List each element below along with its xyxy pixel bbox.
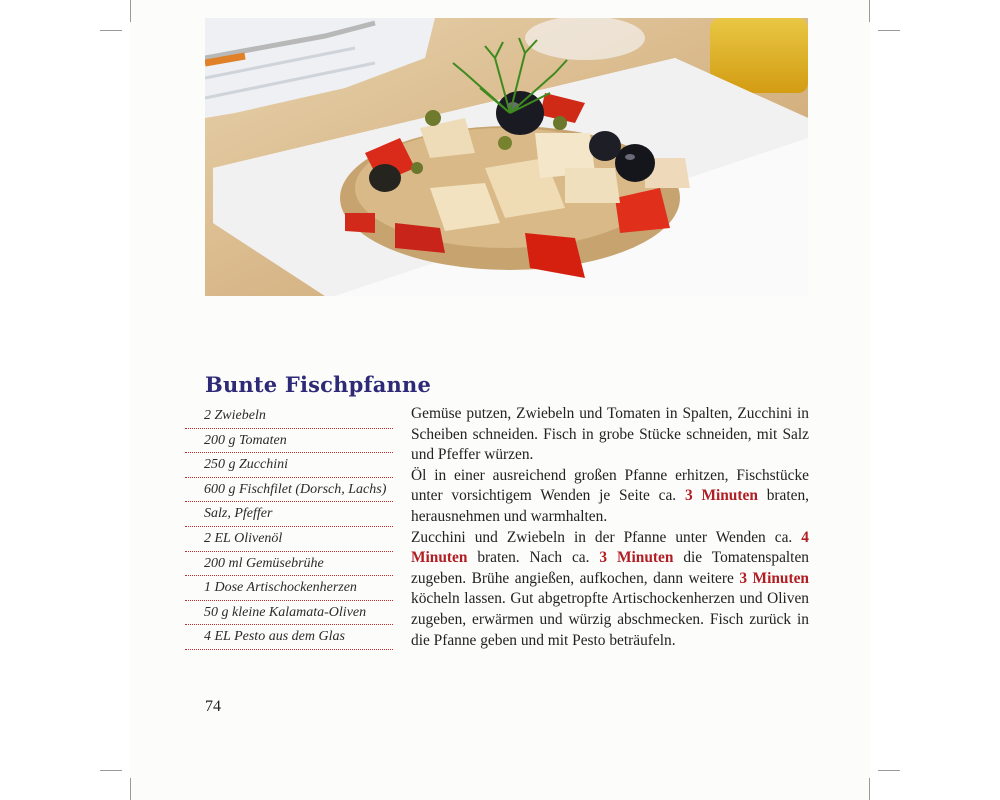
step-paragraph	[411, 466, 809, 528]
ingredient-item: 600 g Fischfilet (Dorsch, Lachs)	[185, 478, 393, 503]
step-text: die Tomatenspalten zugeben. Brühe angießen, aufkochen, dann weitere	[411, 549, 809, 587]
ingredient-item: 200 g Tomaten	[185, 429, 393, 454]
step-paragraph	[411, 404, 809, 466]
step-text: Öl in einer ausreichend großen Pfanne erhitzen, Fischstücke unter vorsichtigem Wenden je Seite ca.	[411, 466, 809, 505]
step-text: Zucchini und Zwiebeln in der Pfanne unter Wenden ca.	[411, 528, 802, 546]
crop-mark	[130, 0, 131, 22]
ingredient-item: 2 Zwiebeln	[185, 404, 393, 429]
crop-mark	[878, 770, 900, 771]
time-highlight: 3 Minuten	[739, 569, 809, 587]
ingredient-item: 50 g kleine Kalamata-Oliven	[185, 601, 393, 626]
crop-mark	[100, 770, 122, 771]
step-paragraph	[411, 528, 809, 652]
step-text: köcheln lassen. Gut abgetropfte Artischockenherzen und Oliven zugeben, erwärmen und würzig abschmecken. Fisch zurück in die Pfanne geben und mit Pesto beträufeln.	[411, 590, 809, 649]
time-highlight: 3 Minuten	[599, 549, 674, 567]
dish-photo	[205, 18, 808, 296]
ingredient-list	[185, 404, 393, 650]
preparation-text	[411, 404, 809, 651]
step-text: braten. Nach ca.	[467, 549, 600, 567]
step-text: braten, herausnehmen und warmhalten.	[411, 487, 809, 525]
step-text: Gemüse putzen, Zwiebeln und Tomaten in Spalten, Zucchini in Scheiben schneiden. Fisch in grobe Stücke schneiden, mit Salz und Pfeffer würzen.	[411, 405, 809, 464]
page-number: 74	[205, 698, 221, 715]
ingredient-item: Salz, Pfeffer	[185, 502, 393, 527]
crop-mark	[878, 30, 900, 31]
ingredient-item: 250 g Zucchini	[185, 453, 393, 478]
time-highlight: 3 Minuten	[684, 487, 758, 505]
crop-mark	[100, 30, 122, 31]
ingredient-item: 2 EL Olivenöl	[185, 527, 393, 552]
ingredient-item: 1 Dose Artischockenherzen	[185, 576, 393, 601]
crop-mark	[130, 778, 131, 800]
time-highlight: 4 Minuten	[411, 528, 809, 567]
recipe-title: Bunte Fischpfanne	[205, 372, 432, 398]
crop-mark	[869, 0, 870, 22]
crop-mark	[869, 778, 870, 800]
ingredient-item: 200 ml Gemüsebrühe	[185, 552, 393, 577]
ingredient-item: 4 EL Pesto aus dem Glas	[185, 625, 393, 650]
